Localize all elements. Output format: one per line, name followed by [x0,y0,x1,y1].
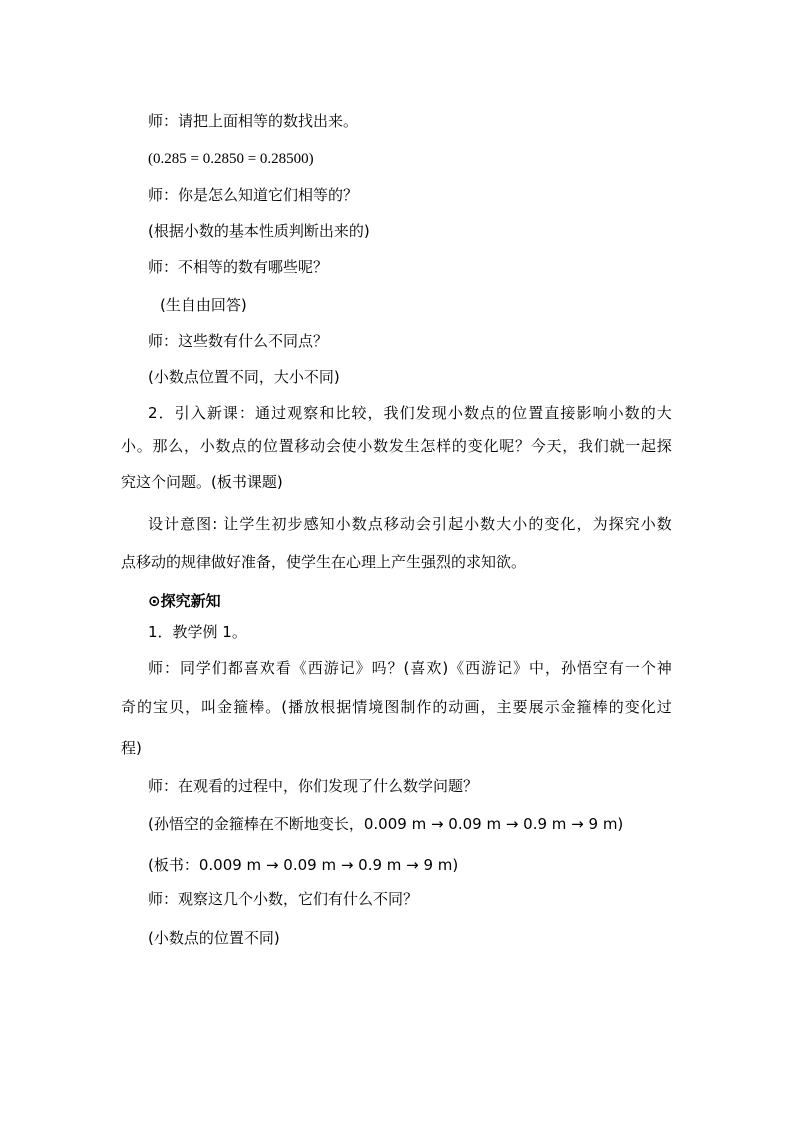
paragraph-5: 师：不相等的数有哪些呢？ [148,258,329,276]
paragraph-20: (孙悟空的金箍棒在不断地变长，0.009 m → 0.09 m → 0.9 m → 9 m) [148,815,624,833]
paragraph-21: (板书：0.009 m → 0.09 m → 0.9 m → 9 m) [148,856,459,874]
paragraph-4: (根据小数的基本性质判断出来的) [148,222,370,240]
paragraph-7: 师：这些数有什么不同点？ [148,332,329,350]
paragraph-11: 究这个问题。(板书课题) [121,473,283,491]
paragraph-22: 师：观察这几个小数，它们有什么不同？ [148,890,419,908]
paragraph-17: 奇的宝贝，叫金箍棒。(播放根据情境图制作的动画，主要展示金箍棒的变化过 [121,698,672,716]
paragraph-16: 师：同学们都喜欢看《西游记》吗？(喜欢)《西游记》中，孙悟空有一个神 [148,659,672,677]
paragraph-9: 2．引入新课：通过观察和比较，我们发现小数点的位置直接影响小数的大 [148,404,672,422]
paragraph-18: 程) [121,739,142,757]
paragraph-12: 设计意图: 让学生初步感知小数点移动会引起小数大小的变化，为探究小数 [148,515,672,533]
paragraph-13: 点移动的规律做好准备，使学生在心理上产生强烈的求知欲。 [121,553,527,571]
paragraph-10: 小。那么，小数点的位置移动会使小数发生怎样的变化呢？今天，我们就一起探 [121,437,672,455]
paragraph-6: (生自由回答) [160,296,247,314]
paragraph-8: (小数点位置不同，大小不同) [148,368,340,386]
paragraph-19: 师：在观看的过程中，你们发现了什么数学问题？ [148,777,479,795]
paragraph-23: (小数点的位置不同) [148,929,280,947]
section-heading: ⊙探究新知 [148,592,221,610]
paragraph-3: 师：你是怎么知道它们相等的？ [148,186,359,204]
paragraph-1: 师：请把上面相等的数找出来。 [148,112,359,130]
paragraph-2: (0.285 = 0.2850 = 0.28500) [148,151,314,167]
paragraph-15: 1．教学例 1。 [148,623,247,641]
